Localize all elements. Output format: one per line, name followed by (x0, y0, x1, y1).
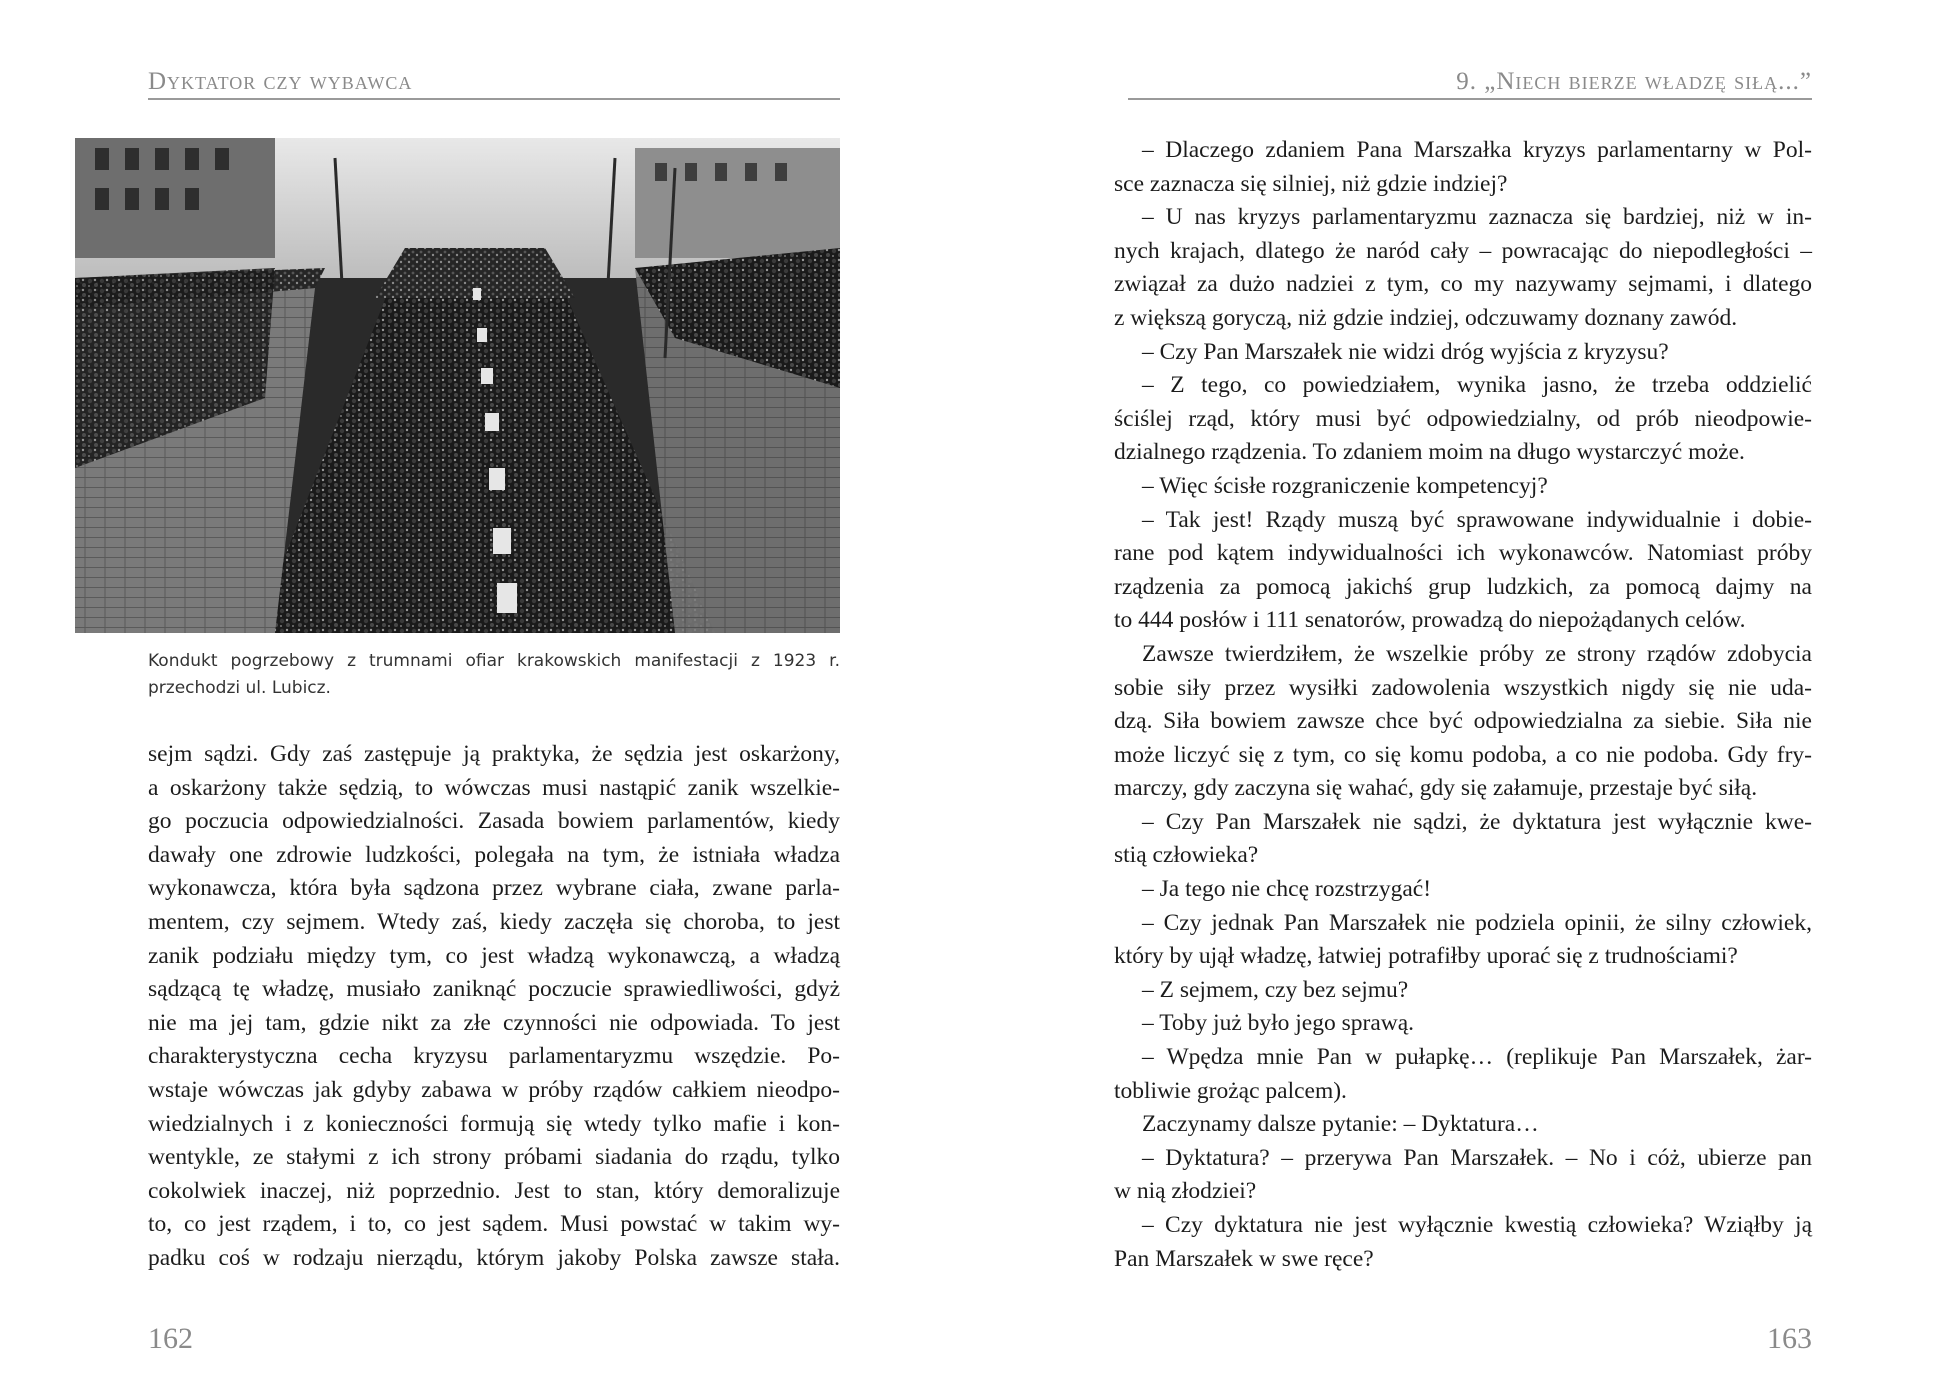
text-line: sobie siły przez wysiłki zadowolenia wszystkich nigdy się nie uda- (1114, 674, 1812, 701)
text-line: – Czy Pan Marszałek nie sądzi, że dyktatura jest wyłącznie kwe- (1142, 808, 1812, 835)
page-number: 163 (1767, 1322, 1812, 1355)
text-line: sądzącą tę władzę, musiało zaniknąć poczucie sprawiedliwości, gdyż (148, 976, 840, 1003)
funeral-procession-photo (75, 138, 840, 633)
text-line: stią człowieka? (1114, 842, 1259, 869)
text-line: – Czy jednak Pan Marszałek nie podziela opinii, że silny człowiek, (1142, 909, 1812, 936)
text-line: padku coś w rodzaju nierządu, którym jakoby Polska zawsze stała. (148, 1244, 840, 1271)
text-line: go poczucia odpowiedzialności. Zasada bowiem parlamentów, kiedy (148, 808, 840, 835)
left-body-text (148, 738, 840, 1276)
photo-caption: Kondukt pogrzebowy z trumnami ofiar krakowskich manifestacji z 1923 r. przechodzi ul. Lubicz. (148, 651, 840, 698)
text-line: nych krajach, dlatego że naród cały – powracając do niepodległości – (1114, 237, 1812, 264)
text-line: – U nas kryzys parlamentaryzmu zaznacza się bardziej, niż w in- (1142, 204, 1812, 231)
right-page (975, 0, 1949, 1388)
text-line: – Tak jest! Rządy muszą być sprawowane indywidualnie i dobie- (1142, 506, 1812, 533)
text-line: a oskarżony także sędzią, to wówczas musi nastąpić zanik wszelkie- (148, 774, 840, 801)
text-line: Zaczynamy dalsze pytanie: – Dyktatura… (1142, 1111, 1539, 1138)
text-line: tobliwie grożąc palcem). (1114, 1077, 1347, 1104)
text-line: wykonawcza, która była sądzona przez wybrane ciała, zwane parla- (148, 875, 840, 902)
text-line: cokolwiek inaczej, niż poprzednio. Jest to stan, który demoralizuje (148, 1177, 840, 1204)
text-line: rane pod kątem indywidualności ich wykonawców. Natomiast próby (1114, 540, 1812, 567)
text-line: wentykle, ze stałymi z ich strony próbami siadania do rządu, tylko (148, 1144, 840, 1171)
page-number: 162 (148, 1322, 193, 1355)
text-line: – Czy dyktatura nie jest wyłącznie kwestią człowieka? Wziąłby ją (1142, 1212, 1812, 1238)
header-rule (1128, 98, 1812, 100)
text-line: dawały one zdrowie ludzkości, polegała na tym, że istniała władza (148, 841, 840, 868)
text-line: – Więc ścisłe rozgraniczenie kompetencyj? (1142, 472, 1548, 499)
text-line: rządzenia za pomocą jakichś grup ludzkich, za pomocą dajmy na (1114, 573, 1812, 600)
text-line: – Dyktatura? – przerywa Pan Marszałek. – No i cóż, ubierze pan (1142, 1144, 1812, 1171)
text-line: nie ma jej tam, gdzie nikt za złe czynności nie odpowiada. To jest (148, 1009, 840, 1036)
running-head: Dyktator czy wybawca (148, 68, 413, 95)
text-line: wstaje wówczas jak gdyby zabawa w próby rządów całkiem nieodpo- (148, 1076, 840, 1103)
text-line: ściślej rząd, który musi być odpowiedzialny, od prób nieodpowie- (1114, 405, 1812, 432)
text-line: mentem, czy sejmem. Wtedy zaś, kiedy zaczęła się choroba, to jest (148, 908, 840, 935)
text-line: w nią złodziei? (1114, 1178, 1257, 1205)
text-line: Pan Marszałek w swe ręce? (1114, 1245, 1374, 1272)
header-rule (148, 98, 840, 100)
text-line: – Dlaczego zdaniem Pana Marszałka kryzys parlamentarny w Pol- (1142, 137, 1812, 163)
running-head: 9. „Niech bierze władzę siłą...” (1456, 68, 1812, 95)
text-line: może liczyć się z tym, co się komu podoba, a co nie podoba. Gdy fry- (1114, 741, 1812, 768)
text-line: – Czy Pan Marszałek nie widzi dróg wyjścia z kryzysu? (1142, 338, 1669, 365)
text-line: który by ujął władzę, łatwiej potrafiłby uporać się z trudnościami? (1114, 943, 1738, 970)
text-line: – Wpędza mnie Pan w pułapkę… (replikuje Pan Marszałek, żar- (1142, 1044, 1812, 1071)
text-line: – Z sejmem, czy bez sejmu? (1142, 976, 1409, 1003)
text-line: z większą goryczą, niż gdzie indziej, odczuwamy doznany zawód. (1114, 304, 1738, 331)
text-line: sejm sądzi. Gdy zaś zastępuje ją praktyka, że sędzia jest oskarżony, (148, 741, 840, 767)
text-line: zanik podziału między tym, co jest władzą wykonawczą, a władzą (148, 942, 840, 969)
text-line: charakterystyczna cecha kryzysu parlamentaryzmu wszędzie. Po- (148, 1043, 840, 1070)
right-body-text (1114, 134, 1812, 1276)
text-line: dzialnego rządzenia. To zdaniem moim na długo wystarczyć może. (1114, 439, 1745, 466)
text-line: to, co jest rządem, i to, co jest sądem. Musi powstać w takim wy- (148, 1211, 840, 1238)
text-line: to 444 posłów i 111 senatorów, prowadzą do niepożądanych celów. (1114, 607, 1746, 634)
text-line: – Ja tego nie chcę rozstrzygać! (1142, 876, 1432, 903)
text-line: Zawsze twierdziłem, że wszelkie próby ze strony rządów zdobycia (1142, 640, 1812, 667)
text-line: związał za dużo nadziei z tym, co my nazywamy sejmami, i dlatego (1114, 271, 1812, 298)
text-line: marczy, gdy zaczyna się wahać, gdy się załamuje, przestaje być siłą. (1114, 775, 1758, 802)
text-line: – Z tego, co powiedziałem, wynika jasno, że trzeba oddzielić (1142, 372, 1812, 399)
text-line: dzą. Siła bowiem zawsze chce być odpowiedzialna za siebie. Siła nie (1114, 708, 1812, 735)
text-line: sce zaznacza się silniej, niż gdzie indziej? (1114, 170, 1508, 197)
text-line: wiedzialnych i z konieczności formują się wtedy tylko mafie i kon- (148, 1110, 840, 1137)
text-line: – Toby już było jego sprawą. (1142, 1010, 1415, 1037)
